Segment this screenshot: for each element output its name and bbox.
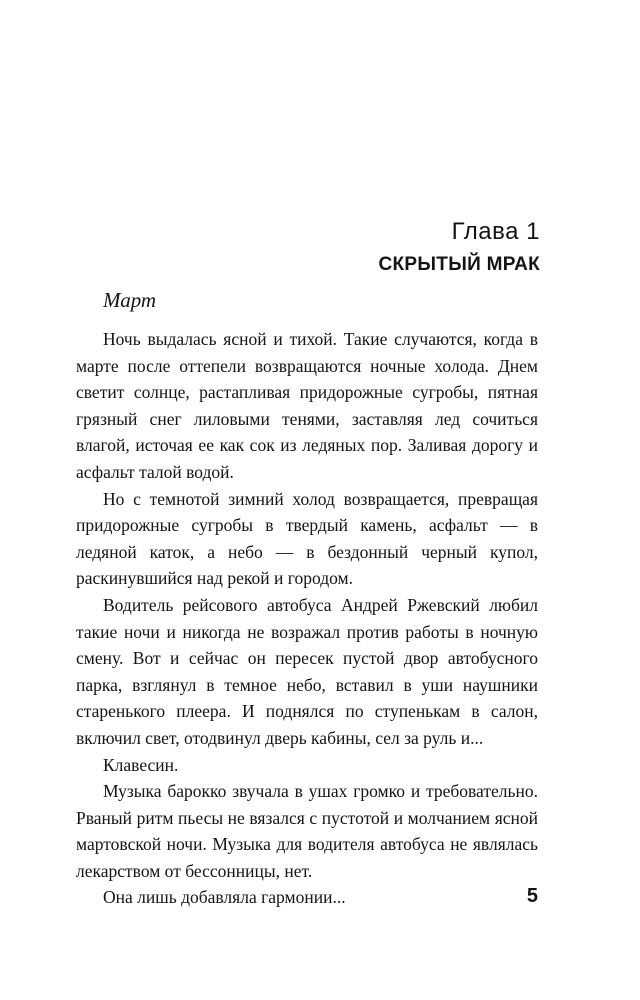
paragraph: Она лишь добавляла гармонии... [103, 887, 346, 908]
paragraph: Водитель рейсового автобуса Андрей Ржевский любил такие ночи и никогда не возражал против работы в ночную смену. Вот и сейчас он пересек пустой двор автобусного парка, взглянул в темное небо, вставил в уши наушники старенького плеера. И поднялся по ступенькам в салон, включил свет, отодвинул дверь кабины, сел за руль и... [76, 594, 538, 748]
paragraph: Но с темнотой зимний холод возвращается, превращая придорожные сугробы в твердый камень, асфальт — в ледяной каток, а небо — в бездонный черный купол, раскинувшийся над рекой и городом. [76, 488, 538, 589]
paragraph: Музыка барокко звучала в ушах громко и требовательно. Рваный ритм пьесы не вязался с пустотой и молчанием ясной мартовской ночи. Музыка для водителя автобуса не являлась лекарством от бессонницы, нет. [76, 781, 538, 881]
body-text [76, 326, 538, 911]
paragraph: Ночь выдалась ясной и тихой. Такие случаются, когда в марте после оттепели возвращаются ночные холода. Днем светит солнце, растапливая придорожные сугробы, пятная грязный снег лиловыми тенями, заставляя лед сочиться влагой, источая ее как сок из ледяных пор. Заливая дорогу и асфальт талой водой. [76, 329, 538, 482]
page-number: 5 [526, 885, 538, 907]
chapter-heading [379, 217, 540, 277]
paragraph: Клавесин. [103, 754, 179, 775]
chapter-title: СКРЫТЫЙ МРАК [378, 254, 540, 275]
section-subtitle: Март [103, 288, 157, 312]
chapter-number: Глава 1 [451, 218, 540, 245]
